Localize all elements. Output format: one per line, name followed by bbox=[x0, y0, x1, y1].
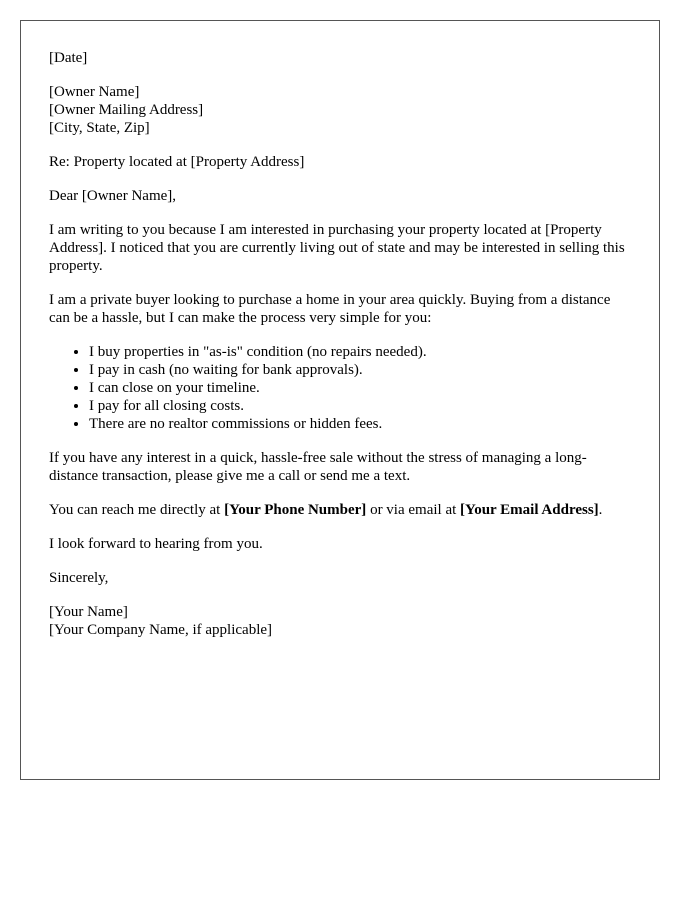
letter-document bbox=[20, 20, 660, 780]
list-item: • I pay in cash (no waiting for bank approvals). bbox=[89, 361, 631, 379]
owner-city-state-zip: [City, State, Zip] bbox=[49, 120, 150, 136]
date: [Date] bbox=[49, 50, 88, 66]
owner-mailing-address: [Owner Mailing Address] bbox=[49, 102, 204, 118]
recipient-address bbox=[49, 83, 631, 137]
date-line bbox=[49, 49, 631, 67]
email-address: [Your Email Address] bbox=[460, 502, 599, 518]
paragraph-intro: I am writing to you because I am interested in purchasing your property located at [Property Address]. I noticed that you are currently living out of state and may be interested in selling this property. bbox=[49, 222, 625, 274]
closing: Sincerely, bbox=[49, 570, 109, 586]
benefits-list bbox=[49, 343, 631, 433]
paragraph-interest: If you have any interest in a quick, hassle-free sale without the stress of managing a long-distance transaction, please give me a call or send me a text. bbox=[49, 450, 587, 484]
owner-name: [Owner Name] bbox=[49, 84, 140, 100]
signer-name: [Your Name] bbox=[49, 604, 128, 620]
signer-company: [Your Company Name, if applicable] bbox=[49, 622, 273, 638]
list-item: • I can close on your timeline. bbox=[89, 379, 631, 397]
re-line: Re: Property located at [Property Address] bbox=[49, 154, 305, 170]
paragraph-look-forward: I look forward to hearing from you. bbox=[49, 536, 263, 552]
contact-suffix: . bbox=[598, 502, 603, 518]
paragraph-buyer: I am a private buyer looking to purchase a home in your area quickly. Buying from a distance can be a hassle, but I can make the process very simple for you: bbox=[49, 292, 611, 326]
salutation: Dear [Owner Name], bbox=[49, 188, 177, 204]
list-item: • I pay for all closing costs. bbox=[89, 397, 631, 415]
signature-block bbox=[49, 603, 631, 639]
contact-prefix: You can reach me directly at bbox=[49, 502, 225, 518]
paragraph-contact bbox=[49, 501, 631, 519]
list-item: • There are no realtor commissions or hidden fees. bbox=[89, 415, 631, 433]
list-item: • I buy properties in "as-is" condition (no repairs needed). bbox=[89, 343, 631, 361]
phone-number: [Your Phone Number] bbox=[224, 502, 367, 518]
contact-middle: or via email at bbox=[366, 502, 461, 518]
